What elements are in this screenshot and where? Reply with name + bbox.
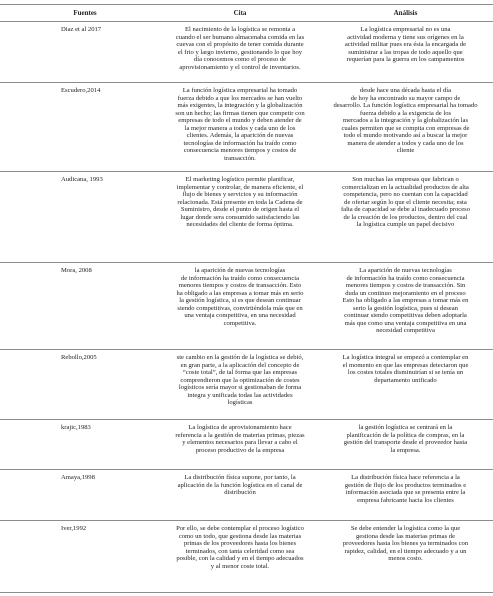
analysis-line: gestión de flujo de los productos terminados e: [344, 481, 467, 489]
header-fuentes: Fuentes: [73, 9, 97, 17]
analysis-cell: [320, 22, 493, 82]
analysis-line: la empresa.: [390, 446, 421, 454]
citation-line: El nacimiento de la logística se remonta a: [184, 26, 296, 33]
citation-line: relacionada. Está presente en toda la Cadena de: [177, 198, 303, 206]
analysis-line: continuar siendo competitivas deben adoptarla: [344, 312, 467, 319]
analysis-line: de la creación de los productos, dentro del cual: [343, 213, 468, 221]
analysis-line: información asociada que se presenta entre la: [345, 489, 466, 496]
analysis-line: serio la gestión logística, pues si desean: [353, 304, 458, 312]
source-cell: [0, 521, 160, 592]
analysis-line: departamento unificado: [374, 376, 437, 384]
citation-line: día conocemos como el proceso de: [193, 56, 287, 63]
citation-line: referencia a la gestión de materias primas, piezas: [175, 431, 305, 439]
table-row: [0, 420, 493, 470]
citation-line: logísticas: [227, 399, 253, 406]
citation-line: menores tiempos y costos de transacción. Esto: [178, 282, 302, 289]
analysis-line: la gestión logística se centrará en la: [358, 424, 453, 431]
citation-line: y elementos necesarios para llevar a cabo el: [182, 439, 298, 446]
analysis-line: cliente: [396, 147, 415, 154]
analysis-line: La logística integral se empezó a contemplar en: [342, 354, 469, 361]
analysis-line: más que como una ventaja competitiva en una: [344, 319, 467, 327]
citation-line: ste cambio en la gestión de la logística se debió,: [176, 354, 304, 361]
citation-line: integra y unificada todas las actividades: [187, 391, 293, 399]
header-cita: Cita: [233, 9, 247, 17]
analysis-line: falta de capacidad se debe al inadecuado proceso: [340, 206, 471, 213]
analysis-line: La logística empresarial no es una: [360, 26, 451, 33]
citation-line: en gran parte, a la aplicación del concepto de: [180, 361, 300, 369]
citation-line: cuevas con el propósito de tener comida durante: [176, 41, 304, 48]
citation-line: lugar donde sera consumido satisfaciendo las: [180, 213, 300, 221]
citation-line: clientes. Además, la aparición de nuevas: [186, 132, 294, 139]
source-cell: [0, 470, 160, 520]
citation-cell: [160, 172, 320, 262]
table-row: [0, 22, 493, 83]
analysis-line: comercializan en la actualidad productos de alta: [342, 183, 469, 191]
citation-cell: [160, 521, 320, 592]
analysis-cell: [320, 172, 493, 262]
analysis-line: La distribución física hace referencia a la: [351, 474, 460, 481]
analysis-line: menores tiempos y costos de transacción. Sin: [345, 282, 466, 289]
analysis-line: manera de atender a todos y cada uno de los: [347, 139, 464, 147]
citation-cell: [160, 263, 320, 349]
source-cell: [0, 83, 160, 171]
analysis-line: fuerza debido a la exigencia de los: [359, 109, 452, 117]
analysis-line: todo el mundo motivando así a buscar la mejor: [343, 132, 468, 139]
analysis-line: actividad moderna y tiene sus orígenes en la: [347, 33, 464, 41]
analysis-line: desde hace una década hasta el día: [359, 87, 452, 94]
analysis-line: de ofertar según lo que el cliente necesita; esta: [344, 198, 467, 206]
analysis-line: duda un continuo mejoramiento en el proceso: [345, 289, 466, 297]
citation-line: Suministro, desde el punto de origen hasta el: [180, 206, 300, 213]
table-header: [0, 4, 493, 22]
citation-line: aplicación de la función logística en el canal de: [177, 481, 303, 489]
table-row: [0, 83, 493, 172]
table-body: [0, 22, 493, 593]
analysis-line: Se debe entender la logística como la que: [350, 525, 461, 532]
citation-line: logísticos sería mayor si gestionaban de forma: [178, 384, 302, 391]
source-name: Diaz et al 2017: [61, 26, 102, 33]
citation-line: “coste total”, de tal forma que las empresas: [182, 369, 298, 376]
analysis-cell: [320, 350, 493, 419]
table-row: [0, 470, 493, 521]
citation-line: transacción.: [224, 154, 256, 162]
citation-line: ha obligado a las empresas a tomar más en serio: [176, 289, 304, 297]
citation-line: posible, con la calidad y en el tiempo adecuados: [176, 555, 304, 562]
analysis-line: mercados a la integración y la globalización las: [342, 117, 469, 124]
analysis-cell: [320, 420, 493, 469]
citation-line: una ventaja competitiva, en una necesidad: [184, 312, 296, 319]
citation-line: distribución: [224, 489, 256, 496]
analysis-line: desarrollo. La función logística empresarial ha tomado: [333, 102, 478, 109]
citation-line: y al menor coste total.: [210, 562, 270, 570]
analysis-line: de hoy ha encontrado su mayor campo de: [350, 94, 461, 102]
analysis-line: la logística cumple un papel decisivo: [356, 221, 455, 228]
citation-line: proceso productivo de la empresa: [195, 446, 285, 454]
citation-line: consecuencia menores tiempos y costos de: [183, 147, 297, 154]
citation-line: fuerza debido a que los mercados se han vuelto: [177, 94, 303, 102]
citation-line: La distribución física supone, por tanto, la: [184, 474, 296, 481]
analysis-line: necesidad competitiva: [376, 327, 435, 334]
citation-line: El marketing logístico permite planificar,: [185, 176, 295, 183]
citation-line: cuando el ser humano almacenaba comida en las: [175, 33, 305, 41]
citation-cell: [160, 83, 320, 171]
table-row: [0, 350, 493, 420]
source-cell: [0, 420, 160, 469]
analysis-line: gestiona desde las materias primas de: [355, 532, 456, 540]
analysis-cell: [320, 263, 493, 349]
analysis-line: planificación de la política de compras, en la: [346, 431, 465, 439]
citation-line: la aparición de nuevas tecnologías: [194, 267, 286, 274]
analysis-line: el momento en que las empresas detectaron que: [342, 361, 469, 369]
table-row: [0, 263, 493, 350]
analysis-line: requerían para la guerra en los campamentos: [346, 56, 465, 63]
source-name: krajic,1983: [61, 424, 91, 431]
citation-line: como un todo, que gestiona desde las materias: [178, 532, 302, 540]
citation-line: La función logística empresarial ha tomado: [182, 87, 298, 94]
citation-line: más exigentes, la integración y la globalización: [177, 102, 303, 109]
analysis-line: Son muchas las empresas que fabrican o: [352, 176, 459, 183]
table-row: [0, 521, 493, 593]
citation-cell: [160, 350, 320, 419]
source-cell: [0, 350, 160, 419]
source-name: Amaya,1998: [61, 474, 95, 481]
citation-line: la gestión logística, si es que desean continuar: [179, 297, 301, 304]
source-name: Escudero,2014: [61, 87, 101, 94]
citation-line: comprendieron que la optimización de costes: [180, 376, 300, 384]
analysis-line: los costes totales disminuirían si se tenía un: [347, 369, 464, 376]
analysis-line: empresa fabricante hacia los clientes: [357, 496, 454, 504]
citation-line: de información ha traído como consecuencia: [180, 274, 300, 282]
citation-line: tecnologías de información ha traído como: [183, 139, 297, 147]
citation-line: competitiva.: [223, 319, 257, 327]
citation-line: aprovisionamiento y el control de inventarios.: [179, 63, 301, 71]
citation-cell: [160, 420, 320, 469]
citation-cell: [160, 470, 320, 520]
analysis-cell: [320, 83, 493, 171]
analysis-line: rapidez, calidad, en el tiempo adecuado y a un: [344, 547, 467, 555]
citation-line: empresas de todo el mundo y deben atender de: [178, 117, 302, 124]
analysis-cell: [320, 521, 493, 592]
analysis-line: gestión del transporte desde el proveedor hasta: [343, 439, 468, 446]
source-name: Iver,1992: [61, 525, 87, 532]
citation-line: el frio y largo invierno, gestionando lo que hoy: [177, 48, 303, 56]
source-name: Mora, 2008: [61, 267, 92, 274]
analysis-line: proveedores hasta los bienes ya terminados con: [342, 540, 469, 547]
source-cell: [0, 263, 160, 349]
analysis-line: de información ha traído como consecuencia: [346, 274, 465, 282]
citation-line: flujo de bienes y servicios y su información: [182, 191, 298, 198]
analysis-line: Esto ha obligado a las empresas a tomar más en: [342, 297, 469, 304]
table-row: [0, 172, 493, 263]
analysis-line: suministrar a las tropas de todo aquello que: [348, 48, 463, 56]
analysis-cell: [320, 470, 493, 520]
citation-line: Por ello, se debe contemplar el proceso logístico: [176, 525, 304, 532]
analysis-line: La aparición de nuevas tecnologías: [359, 267, 452, 274]
citation-line: primas de los proveedores hasta los bienes: [183, 540, 297, 547]
citation-line: siendo competitivas, convirtiéndola más que en: [177, 304, 303, 312]
citation-cell: [160, 22, 320, 82]
analysis-line: cuales permiten que se compita con empresas de: [341, 124, 470, 132]
header-analisis: Análisis: [393, 9, 418, 17]
source-cell: [0, 172, 160, 262]
source-name: Audicana, 1993: [61, 176, 103, 183]
source-name: Rebollo,2005: [61, 354, 97, 361]
citation-line: terminados, con tanta celeridad como sea: [185, 547, 295, 555]
analysis-line: actividad militar pues era ésta la encargada de: [344, 41, 467, 48]
analysis-line: menos costo.: [388, 555, 423, 562]
source-cell: [0, 22, 160, 82]
citation-line: son un hecho; las firmas tienen que competir con: [175, 109, 305, 117]
analysis-line: competencia, pero no cuentan con la capacidad: [343, 191, 468, 198]
sources-table: [0, 4, 493, 593]
citation-line: la mejor manera a todos y cada uno de los: [184, 124, 296, 132]
citation-line: implementar y controlar, de manera eficiente, el: [176, 183, 304, 191]
citation-line: necesidades del cliente de forma óptima.: [186, 221, 294, 228]
citation-line: La logística de aprovisionamiento hace: [188, 424, 292, 431]
